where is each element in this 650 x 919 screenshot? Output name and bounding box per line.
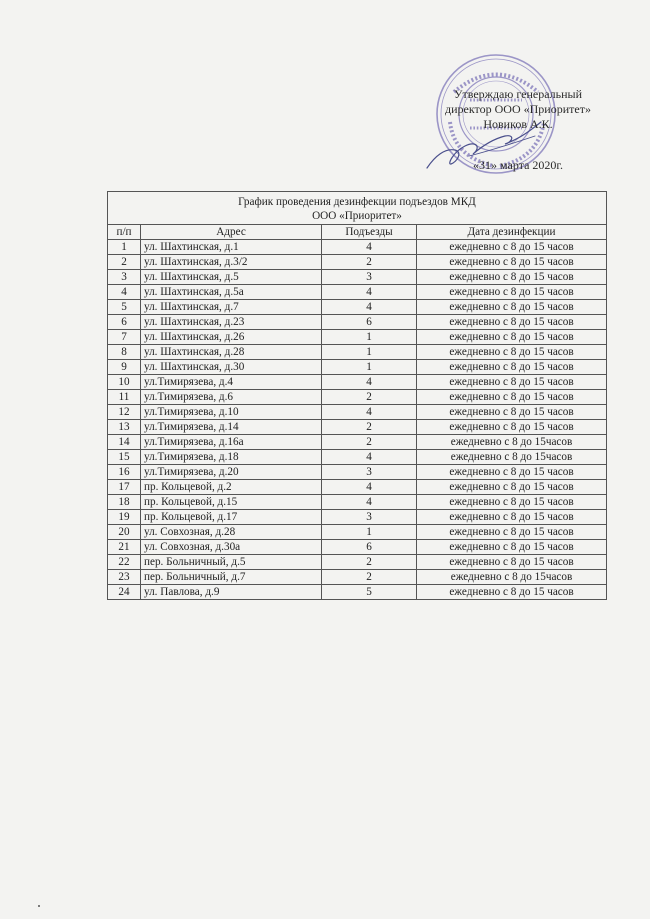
row-schedule: ежедневно с 8 до 15 часов [417,255,607,270]
row-address: пр. Кольцевой, д.2 [141,480,322,495]
table-row [108,435,607,450]
table-row [108,480,607,495]
row-entrances: 1 [322,360,417,375]
row-entrances: 4 [322,240,417,255]
row-address: ул. Шахтинская, д.5а [141,285,322,300]
table-title-row [108,192,607,225]
row-schedule: ежедневно с 8 до 15 часов [417,525,607,540]
row-number: 13 [108,420,141,435]
row-number: 22 [108,555,141,570]
table-row [108,375,607,390]
row-schedule: ежедневно с 8 до 15 часов [417,240,607,255]
row-schedule: ежедневно с 8 до 15 часов [417,270,607,285]
row-number: 11 [108,390,141,405]
row-schedule: ежедневно с 8 до 15 часов [417,315,607,330]
row-number: 4 [108,285,141,300]
table-row [108,450,607,465]
row-entrances: 1 [322,345,417,360]
row-address: пр. Кольцевой, д.15 [141,495,322,510]
table-row [108,510,607,525]
row-address: ул. Совхозная, д.30а [141,540,322,555]
row-schedule: ежедневно с 8 до 15 часов [417,420,607,435]
disinfection-schedule-table [107,191,607,600]
row-entrances: 4 [322,495,417,510]
row-address: ул.Тимирязева, д.6 [141,390,322,405]
header-address: Адрес [141,225,322,240]
row-entrances: 6 [322,315,417,330]
table-row [108,555,607,570]
table-row [108,465,607,480]
table-row [108,285,607,300]
row-schedule: ежедневно с 8 до 15 часов [417,330,607,345]
row-entrances: 2 [322,420,417,435]
table-row [108,495,607,510]
row-schedule: ежедневно с 8 до 15 часов [417,555,607,570]
row-schedule: ежедневно с 8 до 15 часов [417,585,607,600]
row-entrances: 6 [322,540,417,555]
header-number: п/п [108,225,141,240]
table-row [108,315,607,330]
row-number: 18 [108,495,141,510]
row-entrances: 4 [322,480,417,495]
row-number: 19 [108,510,141,525]
row-address: пер. Больничный, д.5 [141,555,322,570]
row-entrances: 2 [322,255,417,270]
row-number: 20 [108,525,141,540]
row-schedule: ежедневно с 8 до 15 часов [417,360,607,375]
table-row [108,255,607,270]
row-number: 5 [108,300,141,315]
table-title-line-1: График проведения дезинфекции подъездов МКД [238,196,476,208]
row-schedule: ежедневно с 8 до 15 часов [417,300,607,315]
row-number: 7 [108,330,141,345]
row-entrances: 1 [322,330,417,345]
row-entrances: 2 [322,435,417,450]
row-schedule: ежедневно с 8 до 15 часов [417,285,607,300]
table-body [108,240,607,600]
approval-block [418,87,618,172]
row-address: ул. Совхозная, д.28 [141,525,322,540]
row-number: 24 [108,585,141,600]
row-number: 6 [108,315,141,330]
approval-line-2: директор ООО «Приоритет» [445,102,591,116]
row-number: 12 [108,405,141,420]
row-number: 14 [108,435,141,450]
row-schedule: ежедневно с 8 до 15часов [417,450,607,465]
row-entrances: 4 [322,285,417,300]
row-entrances: 2 [322,555,417,570]
scan-speck [38,905,40,907]
row-schedule: ежедневно с 8 до 15 часов [417,510,607,525]
table-row [108,570,607,585]
header-date: Дата дезинфекции [417,225,607,240]
row-entrances: 4 [322,450,417,465]
row-number: 9 [108,360,141,375]
row-address: ул.Тимирязева, д.20 [141,465,322,480]
row-schedule: ежедневно с 8 до 15часов [417,570,607,585]
row-schedule: ежедневно с 8 до 15 часов [417,345,607,360]
row-address: пер. Больничный, д.7 [141,570,322,585]
row-entrances: 4 [322,405,417,420]
row-entrances: 3 [322,270,417,285]
row-address: ул. Шахтинская, д.3/2 [141,255,322,270]
approval-date: «31» марта 2020г. [473,158,563,172]
table-row [108,540,607,555]
row-entrances: 1 [322,525,417,540]
row-number: 3 [108,270,141,285]
row-entrances: 4 [322,300,417,315]
row-address: ул.Тимирязева, д.18 [141,450,322,465]
row-address: ул. Шахтинская, д.1 [141,240,322,255]
row-address: ул. Шахтинская, д.23 [141,315,322,330]
table-title-line-2: ООО «Приоритет» [312,210,402,222]
row-number: 23 [108,570,141,585]
row-number: 8 [108,345,141,360]
table-row [108,345,607,360]
row-address: ул.Тимирязева, д.16а [141,435,322,450]
table-row [108,270,607,285]
row-number: 17 [108,480,141,495]
row-schedule: ежедневно с 8 до 15часов [417,435,607,450]
row-number: 21 [108,540,141,555]
row-number: 16 [108,465,141,480]
row-address: ул. Шахтинская, д.30 [141,360,322,375]
approval-signer: Новиков А.К. [483,117,553,131]
header-entrances: Подъезды [322,225,417,240]
row-entrances: 4 [322,375,417,390]
row-entrances: 3 [322,465,417,480]
row-schedule: ежедневно с 8 до 15 часов [417,540,607,555]
row-schedule: ежедневно с 8 до 15 часов [417,480,607,495]
row-number: 1 [108,240,141,255]
row-address: ул. Шахтинская, д.28 [141,345,322,360]
table-row [108,240,607,255]
row-schedule: ежедневно с 8 до 15 часов [417,390,607,405]
table-row [108,585,607,600]
table-row [108,420,607,435]
row-address: ул. Павлова, д.9 [141,585,322,600]
row-number: 2 [108,255,141,270]
row-schedule: ежедневно с 8 до 15 часов [417,495,607,510]
row-address: ул.Тимирязева, д.10 [141,405,322,420]
row-schedule: ежедневно с 8 до 15 часов [417,375,607,390]
row-address: ул. Шахтинская, д.5 [141,270,322,285]
row-schedule: ежедневно с 8 до 15 часов [417,405,607,420]
table-row [108,300,607,315]
row-number: 15 [108,450,141,465]
row-entrances: 3 [322,510,417,525]
table-row [108,405,607,420]
table-row [108,330,607,345]
row-number: 10 [108,375,141,390]
row-address: ул. Шахтинская, д.26 [141,330,322,345]
table-row [108,360,607,375]
approval-line-1: Утверждаю генеральный [454,87,582,101]
table-header-row [108,225,607,240]
row-entrances: 2 [322,390,417,405]
row-address: ул. Шахтинская, д.7 [141,300,322,315]
table-row [108,390,607,405]
row-entrances: 5 [322,585,417,600]
table-row [108,525,607,540]
row-address: пр. Кольцевой, д.17 [141,510,322,525]
row-entrances: 2 [322,570,417,585]
table-title [108,192,607,225]
row-address: ул.Тимирязева, д.14 [141,420,322,435]
row-address: ул.Тимирязева, д.4 [141,375,322,390]
row-schedule: ежедневно с 8 до 15 часов [417,465,607,480]
